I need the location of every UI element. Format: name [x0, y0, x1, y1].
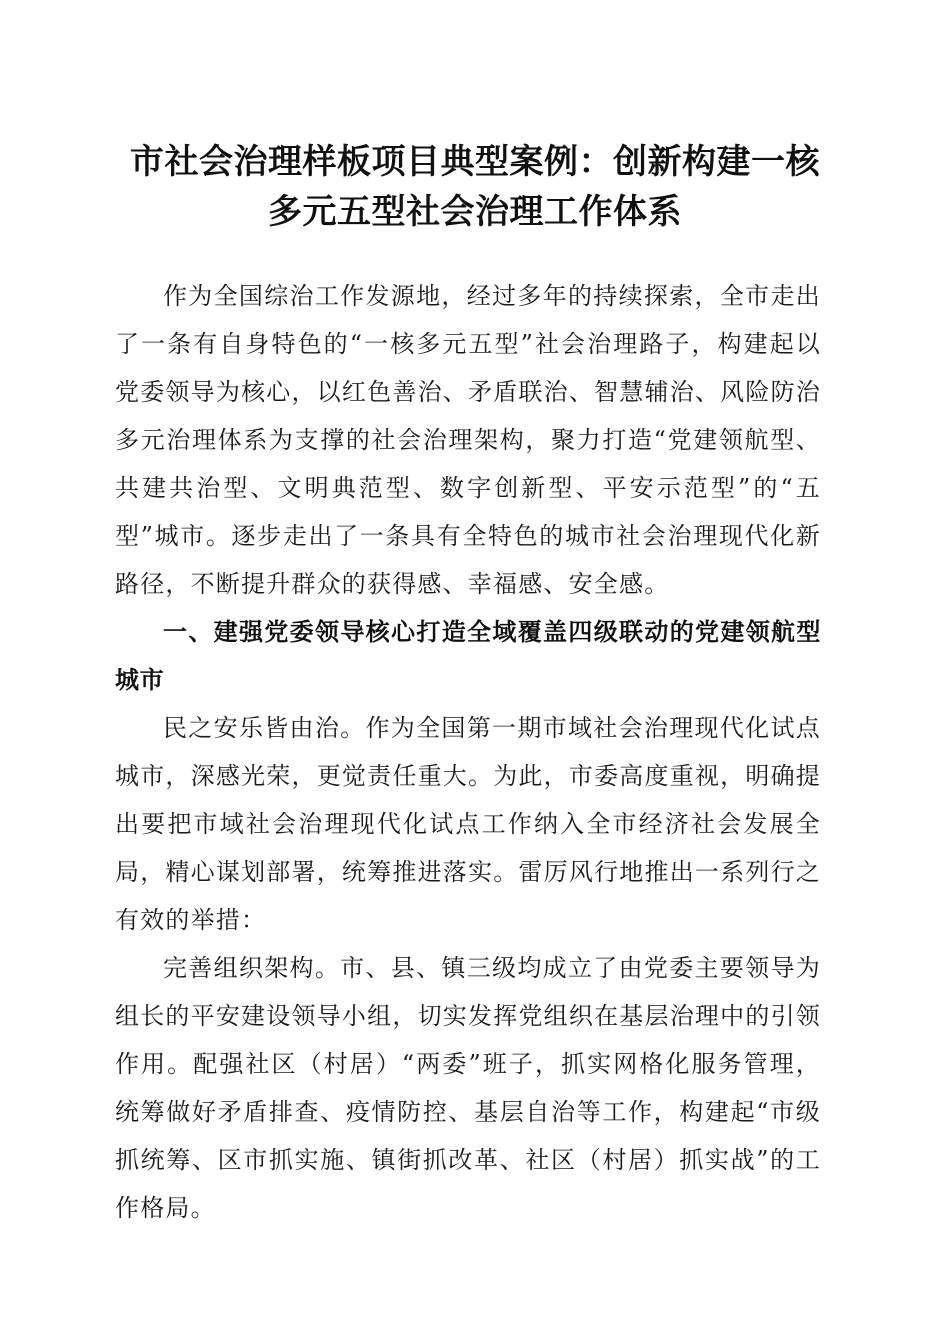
title-line-2: 多元五型社会治理工作体系 — [268, 192, 682, 232]
section-paragraph-1: 民之安乐皆由治。作为全国第一期市域社会治理现代化试点城市，深感光荣，更觉责任重大。为此，市委高度重视，明确提出要把市域社会治理现代化试点工作纳入全市经济社会发展全局，精心谋划部署，统筹推进落实。雷厉风行地推出一系列行之有效的举措： — [115, 714, 821, 934]
intro-paragraph: 作为全国综治工作发源地，经过多年的持续探索，全市走出了一条有自身特色的“一核多元五型”社会治理路子，构建起以党委领导为核心，以红色善治、矛盾联治、智慧辅治、风险防治多元治理体系为支撑的社会治理架构，聚力打造“党建领航型、共建共治型、文明典范型、数字创新型、平安示范型”的“五型”城市。逐步走出了一条具有全特色的城市社会治理现代化新路径，不断提升群众的获得感、幸福感、安全感。 — [115, 282, 821, 598]
document-title — [110, 137, 840, 237]
section-paragraph-2: 完善组织架构。市、县、镇三级均成立了由党委主要领导为组长的平安建设领导小组，切实发挥党组织在基层治理中的引领作用。配强社区（村居）“两委”班子，抓实网格化服务管理，统筹做好矛盾排查、疫情防控、基层自治等工作，构建起“市级抓统筹、区市抓实施、镇街抓改革、社区（村居）抓实战”的工作格局。 — [115, 954, 821, 1222]
section-heading: 一、建强党委领导核心打造全域覆盖四级联动的党建领航型城市 — [115, 618, 821, 694]
title-line-1: 市社会治理样板项目典型案例：创新构建一核 — [130, 142, 820, 182]
document-body — [115, 272, 821, 1232]
